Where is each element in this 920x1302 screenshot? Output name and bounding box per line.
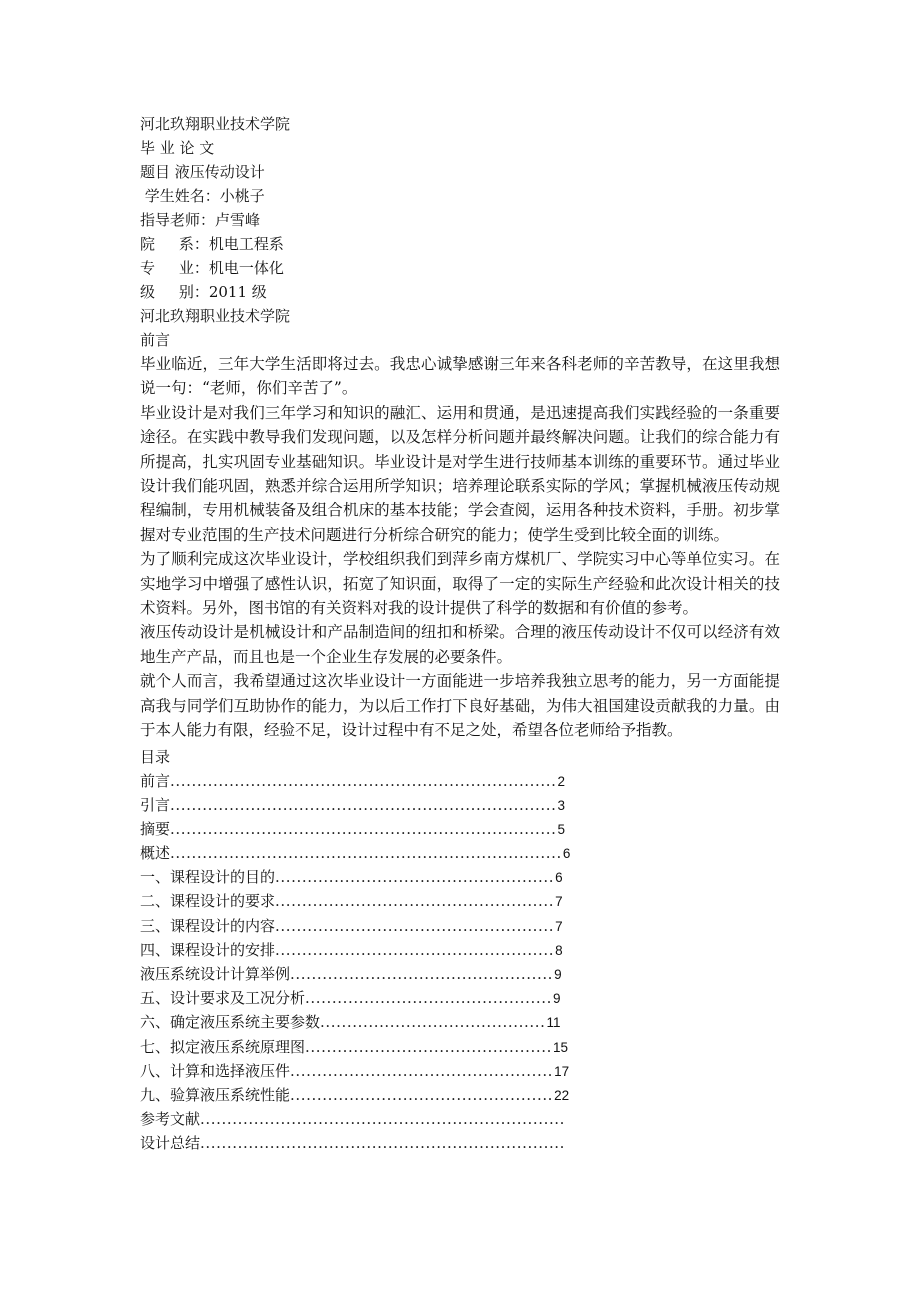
toc-dot-leader: ................................................. [290,1085,554,1104]
toc-dot-leader: ................................................. [290,965,554,983]
preface-paragraph: 液压传动设计是机械设计和产品制造间的纽扣和桥梁。合理的液压传动设计不仅可以经济有效地生产产品，而且也是一个企业生存发展的必要条件。 [140,623,780,666]
toc-dot-leader: ................................................. [290,1061,554,1080]
preface-paragraph: 为了顺利完成这次毕业设计，学校组织我们到萍乡南方煤机厂、学院实习中心等单位实习。在实地学习中增强了感性认识，拓宽了知识面，取得了一定的实际生产经验和此次设计相关的技术资料。另外，图书馆的有关资料对我的设计提供了科学的数据和有价值的参考。 [140,550,780,618]
thesis-title: 题目 液压传动设计 [140,163,265,181]
grade: 级 别：2011 级 [140,283,267,301]
preface-heading: 前言 [140,331,171,349]
toc-dot-leader: .................................................... [275,892,555,911]
toc-entry-label: 六、确定液压系统主要参数 [140,1013,321,1032]
toc-dot-leader: .............................................. [305,989,552,1008]
toc-entry[interactable] [140,889,780,913]
toc-entry[interactable] [140,1131,780,1155]
toc-page-number: 6 [555,870,563,886]
toc-entry-label: 概述 [140,844,171,863]
toc-entry[interactable] [140,1059,780,1083]
toc-entry-label: 五、设计要求及工况分析 [140,989,306,1008]
toc-page-number: 11 [546,1015,561,1031]
toc-entry-label: 摘要 [140,819,171,838]
toc-entry-label: 参考文献 [140,1110,201,1129]
major: 专 业：机电一体化 [140,259,284,277]
toc-dot-leader: ........................................................................ [170,771,557,790]
student-name: 学生姓名：小桃子 [140,187,265,205]
toc-page-number: 17 [554,1063,570,1079]
toc-page-number: 5 [557,821,566,837]
toc-entry[interactable] [140,914,780,938]
school-name-footer: 河北玖翔职业技术学院 [140,307,291,325]
preface-paragraph: 就个人而言，我希望通过这次毕业设计一方面能进一步培养我独立思考的能力，另一方面能提高我与同学们互助协作的能力，为以后工作打下良好基础，为伟大祖国建设贡献我的力量。由于本人能力有限，经验不足，设计过程中有不足之处，希望各位老师给予指教。 [140,672,780,740]
document-content [140,112,780,1156]
toc-entry[interactable] [140,986,780,1010]
toc-page-number: 9 [552,991,561,1007]
toc-dot-leader: ......................................................................... [170,844,562,863]
toc-entry-label: 二、课程设计的要求 [140,892,276,911]
toc-entry[interactable] [140,1010,780,1034]
toc-entry[interactable] [140,769,780,793]
toc-entry[interactable] [140,1083,780,1107]
preface-paragraph: 毕业临近，三年大学生活即将过去。我忠心诚挚感谢三年来各科老师的辛苦教导，在这里我想说一句：“老师，你们辛苦了”。 [140,355,780,398]
toc-entry-label: 九、验算液压系统性能 [140,1085,291,1104]
toc-entry[interactable] [140,1035,780,1059]
toc-heading: 目录 [140,747,171,766]
toc-entry[interactable] [140,962,780,986]
toc-page-number: 6 [562,846,571,862]
toc-entry[interactable] [140,1107,780,1131]
toc-dot-leader: .................................................... [275,940,555,959]
toc-dot-leader: .......................................... [320,1013,546,1032]
toc-page-number: 9 [554,967,562,982]
toc-dot-leader: ........................................................................ [170,795,557,814]
toc-entry-label: 七、拟定液压系统原理图 [140,1037,306,1056]
toc-page-number: 7 [555,918,563,934]
table-of-contents [140,769,780,1156]
toc-dot-leader: .................................................... [275,916,555,935]
toc-dot-leader: ........................................................................ [170,819,557,838]
toc-page-number: 3 [557,797,566,813]
toc-entry-label: 三、课程设计的内容 [140,916,276,935]
toc-page-number: 2 [557,773,566,789]
toc-entry[interactable] [140,817,780,841]
preface-paragraph: 毕业设计是对我们三年学习和知识的融汇、运用和贯通，是迅速提高我们实践经验的一条重要途径。在实践中教导我们发现问题，以及怎样分析问题并最终解决问题。让我们的综合能力有所提高，扎实巩固专业基础知识。毕业设计是对学生进行技师基本训练的重要环节。通过毕业设计我们能巩固，熟悉并综合运用所学知识；培养理论联系实际的学风；掌握机械液压传动规程编制，专用机械装备及组合机床的基本技能；学会查阅，运用各种技术资料，手册。初步掌握对专业范围的生产技术问题进行分析综合研究的能力；使学生受到比较全面的训练。 [140,403,780,544]
toc-page-number: 8 [555,942,563,958]
doc-type: 毕 业 论 文 [140,139,215,157]
toc-entry-label: 设计总结 [140,1134,201,1153]
toc-dot-leader: .................................................... [275,868,555,887]
toc-entry-label: 一、课程设计的目的 [140,868,276,887]
school-name: 河北玖翔职业技术学院 [140,115,291,133]
toc-page-number: 22 [554,1087,570,1103]
toc-entry[interactable] [140,865,780,889]
department: 院 系：机电工程系 [140,235,284,253]
toc-dot-leader: .............................................. [305,1037,552,1056]
toc-dot-leader: .................................................................... [200,1134,566,1153]
toc-entry-label: 四、课程设计的安排 [140,940,276,959]
toc-page-number: 7 [555,894,563,910]
advisor-name: 指导老师：卢雪峰 [140,211,261,229]
toc-entry-label: 引言 [140,795,171,814]
toc-entry-label: 八、计算和选择液压件 [140,1061,291,1080]
toc-entry[interactable] [140,793,780,817]
toc-entry[interactable] [140,938,780,962]
toc-dot-leader: .................................................................... [200,1110,566,1129]
toc-entry[interactable] [140,841,780,865]
toc-page-number: 15 [552,1039,568,1055]
toc-entry-label: 液压系统设计计算举例 [140,965,291,983]
toc-entry-label: 前言 [140,771,171,790]
